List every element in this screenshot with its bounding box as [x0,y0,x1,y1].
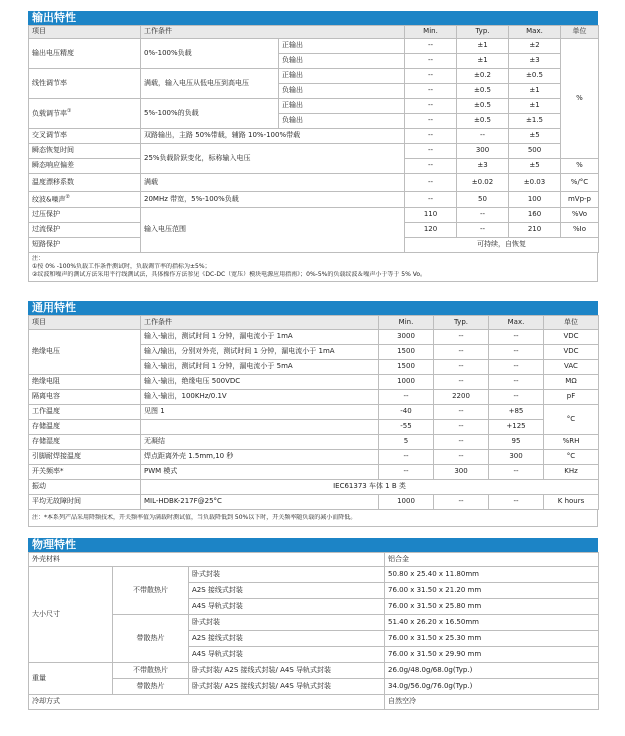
row-item: 绝缘电压 [29,330,141,375]
cell-min: 3000 [379,330,434,345]
header-unit: 单位 [544,316,599,330]
cell-typ: -- [434,420,489,435]
row-item: 存储温度 [29,420,141,435]
package-label: 卧式封装 [189,567,385,583]
cell-max: 160 [509,208,561,223]
row-condition: 5%-100%的负载 [141,99,279,129]
table-row [29,330,599,345]
row-condition: PWM 模式 [141,465,379,480]
general-header-row [29,316,599,330]
output-section-title: 输出特性 [28,11,598,25]
package-label: A2S 接线式封装 [189,631,385,647]
sub-label: 负输出 [279,54,405,69]
cell-min: -- [405,114,457,129]
row-condition: MIL-HDBK-217F@25°C [141,495,379,510]
cell-typ: 2200 [434,390,489,405]
cell-typ: ±3 [457,159,509,174]
header-condition: 工作条件 [141,26,405,39]
cell-typ: -- [434,435,489,450]
sub-label: 负输出 [279,84,405,99]
table-row [29,405,599,420]
cell-typ: -- [434,405,489,420]
cell-min: -- [379,450,434,465]
row-item: 冷却方式 [29,695,385,710]
cell-max: -- [489,345,544,360]
size-value: 76.00 x 31.50 x 25.80 mm [385,599,599,615]
cell-max: +125 [489,420,544,435]
row-condition: 见图 1 [141,405,379,420]
size-value: 50.80 x 25.40 x 11.80mm [385,567,599,583]
package-label: A4S 导轨式封装 [189,599,385,615]
header-typ: Typ. [457,26,509,39]
cell-typ: -- [457,223,509,238]
cell-typ: 50 [457,192,509,208]
sub-label: 正输出 [279,99,405,114]
row-condition: 25%负载阶跃变化，标称输入电压 [141,144,405,174]
row-condition [141,420,379,435]
cell-max: -- [489,465,544,480]
cell-typ: ±0.5 [457,99,509,114]
header-unit: 单位 [561,26,599,39]
cell-max: ±1 [509,99,561,114]
row-item: 纹波&噪声② [29,192,141,208]
package-label: A2S 接线式封装 [189,583,385,599]
row-item: 瞬态恢复时间 [29,144,141,159]
table-row [29,679,599,695]
cell-max: ±1 [509,84,561,99]
cell-unit: VDC [544,330,599,345]
cell-unit: °C [544,450,599,465]
cell-typ: -- [434,375,489,390]
row-item: 隔离电容 [29,390,141,405]
cell-typ: -- [434,450,489,465]
cell-unit: %/°C [561,174,599,192]
table-row [29,663,599,679]
cell-min: -- [405,39,457,54]
cell-max: ±0.03 [509,174,561,192]
scp-value: 可持续，自恢复 [405,238,599,253]
weight-value: 26.0g/48.0g/68.0g(Typ.) [385,663,599,679]
cell-unit: %Io [561,223,599,238]
table-row [29,375,599,390]
cell-max: 500 [509,144,561,159]
cell-min: -- [405,174,457,192]
vibration-value: IEC61373 车体 1 B 类 [141,480,599,495]
table-row [29,174,599,192]
general-section [28,301,598,527]
table-row [29,99,599,114]
cell-typ: -- [457,129,509,144]
cell-min: -- [405,69,457,84]
physical-section [28,538,598,710]
cell-min: -- [405,99,457,114]
cell-min: -40 [379,405,434,420]
row-condition: 20MHz 带宽，5%-100%负载 [141,192,405,208]
row-condition: 输入电压范围 [141,208,405,253]
cell-max: ±2 [509,39,561,54]
row-item: 温度漂移系数 [29,174,141,192]
row-condition: 输入/输出，分别对外壳，测试时间 1 分钟，漏电流小于 1mA [141,345,379,360]
cell-min: 110 [405,208,457,223]
cell-unit: KHz [544,465,599,480]
cell-max: ±3 [509,54,561,69]
table-row [29,480,599,495]
percent-unit-cell: % [561,39,599,159]
heatsink-label: 带散热片 [113,615,189,663]
case-value: 铝合金 [385,553,599,567]
row-condition: 输入-输出，测试时间 1 分钟，漏电流小于 5mA [141,360,379,375]
cell-max: 300 [489,450,544,465]
cell-min: 1000 [379,495,434,510]
cell-unit: VAC [544,360,599,375]
sub-label: 正输出 [279,69,405,84]
row-item: 大小尺寸 [29,567,113,663]
note-line: 注：*本系列产品采用降频技术，开关频率值为满载时测试值，当负载降低到 50%以下时，开关频率随负载的减小而降低。 [32,514,357,521]
cell-min: 1500 [379,360,434,375]
size-value: 76.00 x 31.50 x 25.30 mm [385,631,599,647]
note-line: ①按 0% -100%负载工作条件测试时，负载调节率的指标为±5%； [32,263,211,271]
row-item: 输出电压精度 [29,39,141,69]
row-item: 瞬态响应偏差 [29,159,141,174]
row-item: 引脚耐焊接温度 [29,450,141,465]
cell-unit: MΩ [544,375,599,390]
cell-min: -- [405,54,457,69]
cell-max: 95 [489,435,544,450]
no-heatsink-label: 不带散热片 [113,567,189,615]
package-label: 卧式封装/ A2S 接线式封装/ A4S 导轨式封装 [189,679,385,695]
table-row [29,495,599,510]
table-row [29,69,599,84]
row-item: 过流保护 [29,223,141,238]
cell-min: -- [405,129,457,144]
cell-max: -- [489,375,544,390]
cell-typ: -- [434,330,489,345]
row-condition: 无凝结 [141,435,379,450]
cell-min: 1500 [379,345,434,360]
table-row [29,615,599,631]
cell-max: ±5 [509,159,561,174]
cell-typ: -- [457,208,509,223]
row-item: 负载调节率① [29,99,141,129]
output-table [28,25,599,253]
cell-typ: -- [434,495,489,510]
physical-table [28,552,599,710]
table-row [29,465,599,480]
cell-typ: -- [434,360,489,375]
row-condition: 满载 [141,174,405,192]
heatsink-label: 带散热片 [113,679,189,695]
row-item: 工作温度 [29,405,141,420]
note-line: ②纹波和噪声的测试方法采用平行线测试法，具体操作方法参见《DC-DC（宽压）模块电源应用指南》；0%-5%的负载纹波＆噪声小于等于 5% Vo。 [32,271,427,279]
cell-max: 100 [509,192,561,208]
cooling-value: 自然空冷 [385,695,599,710]
cell-unit: %Vo [561,208,599,223]
cell-min: 120 [405,223,457,238]
cell-typ: ±0.02 [457,174,509,192]
cell-max: -- [489,360,544,375]
size-value: 51.40 x 26.20 x 16.50mm [385,615,599,631]
row-item: 重量 [29,663,113,695]
row-condition: 满载，输入电压从低电压到高电压 [141,69,279,99]
output-notes [28,253,598,282]
general-note [28,510,598,527]
row-condition: 输入-输出，绝缘电压 500VDC [141,375,379,390]
row-item: 存储湿度 [29,435,141,450]
cell-min: 5 [379,435,434,450]
no-heatsink-label: 不带散热片 [113,663,189,679]
row-item: 过压保护 [29,208,141,223]
cell-min: -- [379,390,434,405]
table-row [29,450,599,465]
header-typ: Typ. [434,316,489,330]
cell-unit: % [561,159,599,174]
row-condition: 双路输出，主路 50%带载，辅路 10%-100%带载 [141,129,405,144]
sub-label: 正输出 [279,39,405,54]
table-row [29,567,599,583]
cell-max: -- [489,390,544,405]
general-table [28,315,599,510]
row-item: 开关频率* [29,465,141,480]
weight-value: 34.0g/56.0g/76.0g(Typ.) [385,679,599,695]
cell-max: -- [489,330,544,345]
physical-section-title: 物理特性 [28,538,598,552]
cell-typ: 300 [457,144,509,159]
table-row [29,420,599,435]
size-value: 76.00 x 31.50 x 21.20 mm [385,583,599,599]
cell-typ: ±0.5 [457,114,509,129]
cell-typ: ±0.5 [457,84,509,99]
general-section-title: 通用特性 [28,301,598,315]
package-label: 卧式封装 [189,615,385,631]
row-item: 外壳材料 [29,553,385,567]
size-value: 76.00 x 31.50 x 29.90 mm [385,647,599,663]
header-condition: 工作条件 [141,316,379,330]
row-condition: 输入-输出，测试时间 1 分钟，漏电流小于 1mA [141,330,379,345]
row-condition: 0%-100%负载 [141,39,279,69]
output-header-row [29,26,599,39]
header-max: Max. [509,26,561,39]
output-section [28,11,598,282]
row-condition: 输入-输出，100KHz/0.1V [141,390,379,405]
table-row [29,390,599,405]
row-item: 交叉调节率 [29,129,141,144]
header-item: 项目 [29,316,141,330]
table-row [29,192,599,208]
cell-min: -- [379,465,434,480]
package-label: A4S 导轨式封装 [189,647,385,663]
cell-typ: ±1 [457,39,509,54]
cell-typ: 300 [434,465,489,480]
cell-max: +85 [489,405,544,420]
row-item: 线性调节率 [29,69,141,99]
cell-unit: K hours [544,495,599,510]
table-row [29,435,599,450]
cell-unit: %RH [544,435,599,450]
header-min: Min. [379,316,434,330]
table-row [29,144,599,159]
cell-unit: pF [544,390,599,405]
table-row [29,129,599,144]
cell-max: ±5 [509,129,561,144]
row-item: 短路保护 [29,238,141,253]
table-row [29,695,599,710]
cell-typ: -- [434,345,489,360]
cell-max: -- [489,495,544,510]
cell-min: -- [405,84,457,99]
cell-min: -55 [379,420,434,435]
cell-unit: °C [544,405,599,435]
cell-unit: VDC [544,345,599,360]
header-min: Min. [405,26,457,39]
row-item: 绝缘电阻 [29,375,141,390]
cell-max: ±0.5 [509,69,561,84]
cell-max: 210 [509,223,561,238]
cell-typ: ±0.2 [457,69,509,84]
cell-max: ±1.5 [509,114,561,129]
cell-unit: mVp-p [561,192,599,208]
table-row [29,39,599,54]
sub-label: 负输出 [279,114,405,129]
note-line: 注： [32,255,45,262]
cell-typ: ±1 [457,54,509,69]
cell-min: -- [405,159,457,174]
row-item: 振动 [29,480,141,495]
cell-min: -- [405,144,457,159]
header-item: 项目 [29,26,141,39]
cell-min: -- [405,192,457,208]
row-item: 平均无故障时间 [29,495,141,510]
package-label: 卧式封装/ A2S 接线式封装/ A4S 导轨式封装 [189,663,385,679]
header-max: Max. [489,316,544,330]
table-row [29,553,599,567]
row-condition: 焊点距离外壳 1.5mm,10 秒 [141,450,379,465]
table-row [29,208,599,223]
cell-min: 1000 [379,375,434,390]
